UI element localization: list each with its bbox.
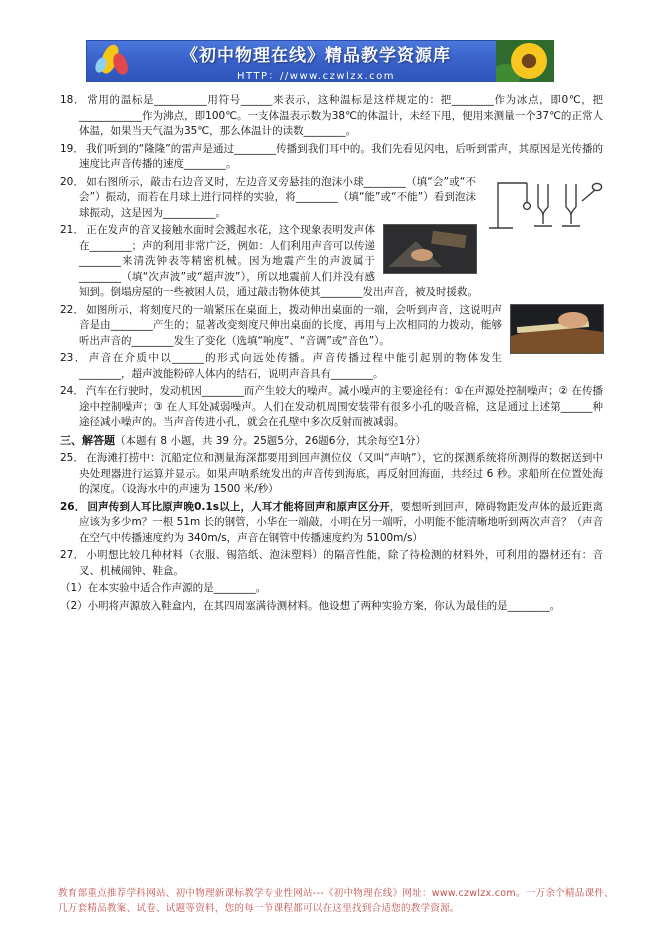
question-text-bold: 回声传到人耳比原声晚0.1s以上，人耳才能将回声和原声区分开 [87,500,390,513]
banner-url-link[interactable]: HTTP：//www.czwlzx.com [236,70,396,82]
question-text: 我们听到的“隆隆”的雷声是通过________传播到我们耳中的。我们先看见闪电，后听到雷声，其原因是光传播的速度比声音传播的速度________。 [79,142,603,170]
question-20 [60,175,603,222]
question-24 [60,384,603,431]
section-detail: （本题有 8 小题，共 39 分。25题5分，26题6分，其余每空1分） [115,434,427,447]
question-body [60,93,603,616]
question-text: 正在发声的音叉接触水面时会溅起水花，这个现象表明发声体在________；声的利用非常广泛，例如：人们利用声音可以传递________来清洗钟表等精密机械。因为地震产生的声波属于________（填“次声波”或“超声波”），所以地震前人们并没有感知到。倒塌房屋的一些被困人员，通过敲击物体使其________发出声音，被及时援救。 [79,224,478,298]
site-banner [86,40,554,82]
question-text: 常用的温标是__________用符号______来表示，这种温标是这样规定的：把________作为冰点，即0℃，把____________作为沸点，即100℃。一支体温表示数为38℃的体温计，未经下甩，便用来测量一个37℃的正常人体温，如果当天气温为35℃，那么体温计的读数________。 [79,94,603,137]
question-text: 声音在介质中以______的形式向远处传播。声音传播过程中能引起别的物体发生________，超声波能粉碎人体内的结石，说明声音具有________。 [79,352,502,380]
tuning-fork-figure [485,177,603,233]
question-22 [60,303,603,350]
footer-line-2: 几万套精品教案、试卷、试题等资料，您的每一节课程都可以在这里找到合适您的教学资源。 [58,903,460,914]
question-number: 20． [60,175,85,188]
trapped-person-photo-image [384,225,476,273]
ruler-experiment-photo [511,305,603,353]
question-27 [60,548,603,579]
question-21 [60,223,603,301]
banner-title: 《初中物理在线》精品教学资源库 [181,45,451,66]
question-number: 26． [60,500,86,513]
question-number: 22． [60,303,85,316]
section-label: 三、解答题 [60,433,115,447]
footer-line-1: 教育部重点推荐学科网站、初中物理新课标教学专业性网站---《初中物理在线》网址：www.czwlzx.com。一万余个精品课件、 [58,888,614,899]
question-text: ，要想听到回声，障碍物距发声体的最近距离应该为多少m？一根 51m 长的钢管，小华在一端敲，小明在另一端听，小明能不能清晰地听到两次声音？（声音在空气中传播速度约为 340m/s，声音在钢管中传播速度约为 5100m/s） [79,500,603,544]
question-number: 18． [60,94,86,106]
logo-red-stroke [111,52,130,77]
ruler-experiment-photo-image [511,305,603,353]
question-27-item-1: （1）在本实验中适合作声源的是________。 [60,582,267,594]
question-text: 在海滩打捞中：沉船定位和测量海深都要用到回声测位仪（又叫“声呐”），它的探测系统将所测得的数据送到中央处理器进行运算并显示。如果声呐系统发出的声音传到海底，再反射回海面，共经过 6 秒。求船所在位置处海的深度。（设海水中的声速为 1500 米/秒） [79,452,603,495]
question-text: 小明想比较几种材料（衣服、锡箔纸、泡沫塑料）的隔音性能，除了待检测的材料外，可利用的器材还有：音叉、机械闹钟、鞋盒。 [79,549,603,577]
question-number: 21． [60,224,85,236]
question-26 [60,500,603,547]
question-number: 23． [60,352,87,364]
question-19 [60,142,603,173]
question-text: 如图所示，将刻度尺的一端紧压在桌面上，拨动伸出桌面的一端，会听到声音，这说明声音是由________产生的；显著改变刻度尺伸出桌面的长度，再用与上次相同的力拨动，能够听出声音的________发生了变化（选填“响度”、“音调”或“音色”）。 [79,303,502,347]
question-number: 27． [60,549,85,561]
question-text: 汽车在行驶时，发动机因________而产生较大的噪声。减小噪声的主要途径有：①在声源处控制噪声；② 在传播途中控制噪声；③ 在人耳处减弱噪声。人们在发动机周围安装带有很多小孔的吸音棉，这是通过上述第______种途径减小噪声的。当声音传进小孔，就会在孔壁中多次反射而被减弱。 [79,385,603,428]
page-footer [58,886,625,916]
question-number: 19． [60,142,84,155]
question-18 [60,93,603,140]
question-text: 如右图所示，敲击右边音叉时，左边音叉旁悬挂的泡沫小球________（填“会”或“不会”）振动，而若在月球上进行同样的实验，将________（填“能”或“不能”）看到泡沫球振动，这是因为__________。 [79,175,476,219]
banner-text-block [133,41,507,82]
sunflower-petals [511,43,547,79]
question-number: 24． [60,385,84,397]
question-number: 25． [60,452,85,464]
trapped-person-photo [384,225,476,273]
question-27-item-2: （2）小明将声源放入鞋盒内，在其四周塞满待测材料。他设想了两种实验方案，你认为最佳的是________。 [60,599,561,612]
tuning-fork-diagram [485,177,603,233]
question-23 [60,351,603,382]
question-25 [60,451,603,498]
section-heading [60,433,603,450]
